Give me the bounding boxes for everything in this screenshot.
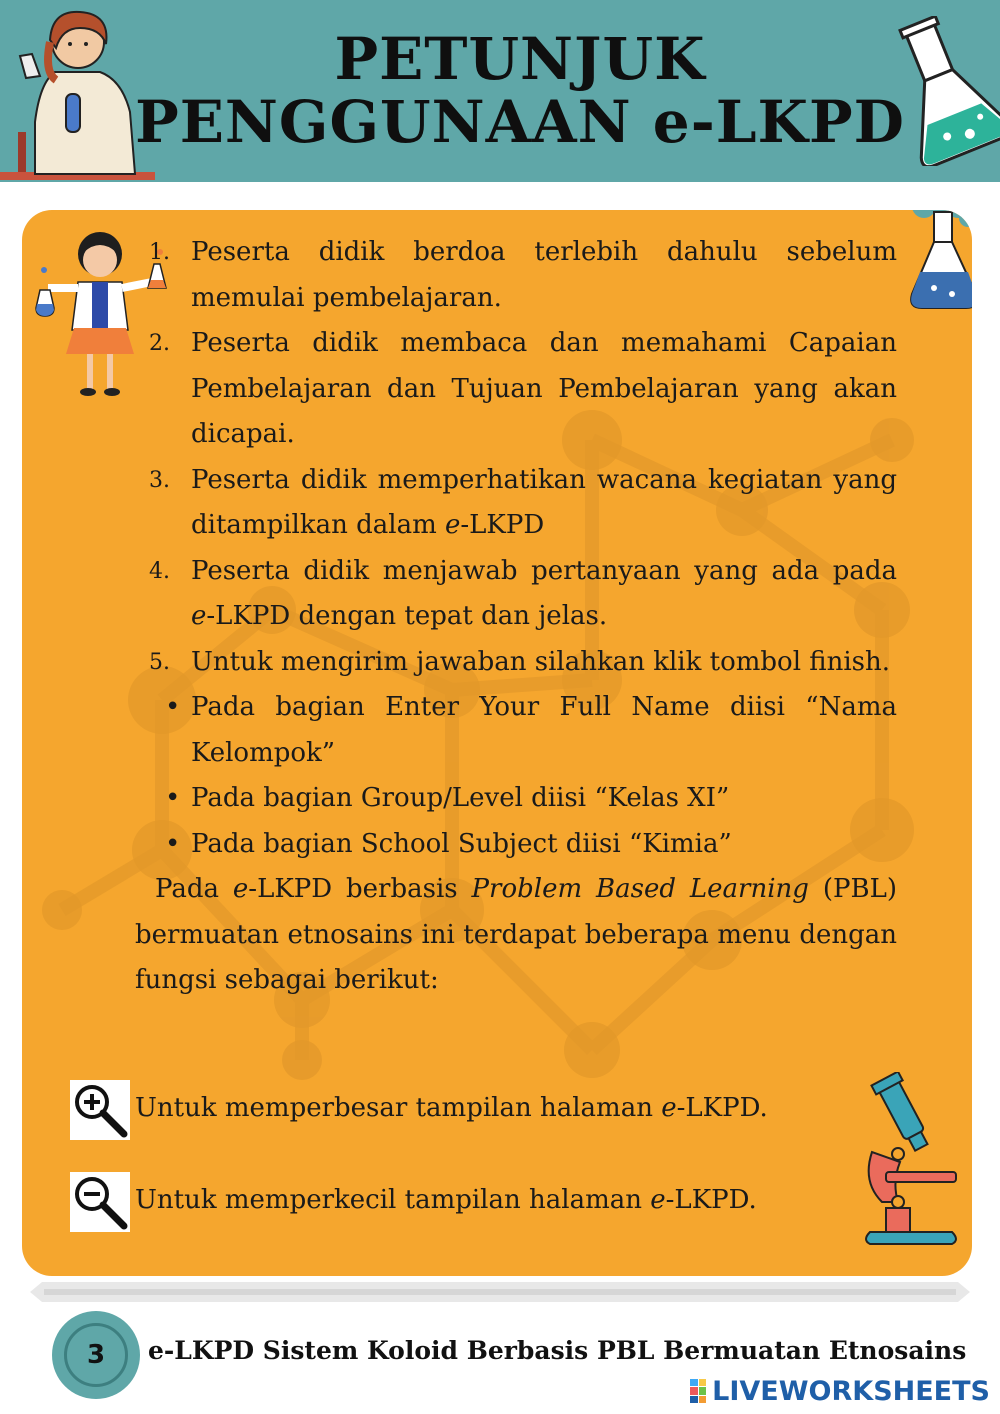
- instructions-card: [22, 210, 972, 1276]
- microscope-illustration: [852, 1072, 967, 1252]
- tool-text-suffix: -LKPD.: [676, 1093, 768, 1123]
- item-number: 3.: [149, 467, 170, 493]
- liveworksheets-wordmark: LIVEWORKSHEETS: [712, 1375, 990, 1407]
- title-line-1: PETUNJUK: [334, 25, 706, 93]
- item-text: Peserta didik menjawab pertanyaan yang ada pada: [191, 555, 897, 586]
- bullet-text: Pada bagian School Subject diisi “Kimia”: [191, 828, 732, 859]
- bullet-item-1: [135, 685, 897, 776]
- zoom-in-row: [70, 1080, 970, 1140]
- instruction-item-4: [135, 549, 897, 640]
- instruction-item-2: [135, 321, 897, 458]
- item-text-suffix: -LKPD dengan tepat dan jelas.: [206, 601, 608, 631]
- footer-title: e-LKPD Sistem Koloid Berbasis PBL Bermuatan Etnosains: [148, 1336, 967, 1365]
- zoom-out-icon[interactable]: [70, 1172, 130, 1232]
- bullet-item-3: [135, 822, 897, 868]
- tool-text-italic: e: [661, 1093, 677, 1123]
- bullet-item-2: [135, 776, 897, 822]
- paragraph-text: (PBL) bermuatan etnosains ini terdapat beberapa menu dengan fungsi sebagai berikut:: [135, 874, 897, 995]
- item-text-suffix: -LKPD: [460, 510, 545, 540]
- item-text: Peserta didik membaca dan memahami Capaian Pembelajaran dan Tujuan Pembelajaran yang akan dicapai.: [191, 328, 897, 449]
- page-title: [120, 25, 920, 156]
- item-text: Peserta didik berdoa terlebih dahulu sebelum memulai pembelajaran.: [191, 237, 897, 313]
- header-divider: [0, 182, 1000, 190]
- item-number: 4.: [149, 558, 170, 584]
- bullet-dot: •: [165, 783, 181, 813]
- item-number: 1.: [149, 240, 170, 265]
- tool-text: Untuk memperkecil tampilan halaman: [135, 1185, 651, 1215]
- paragraph-text: Pada: [155, 874, 233, 904]
- page-number-badge: [52, 1311, 140, 1399]
- instruction-item-5: [135, 640, 897, 686]
- zoom-out-row: [70, 1172, 970, 1232]
- item-text-italic: e: [444, 510, 461, 540]
- instructions-content: [135, 230, 897, 1004]
- instruction-item-1: [135, 230, 897, 321]
- title-line-2: PENGGUNAAN e-LKPD: [135, 88, 905, 156]
- zoom-in-description: [135, 1086, 768, 1131]
- tool-text-italic: e: [650, 1185, 666, 1215]
- item-number: 2.: [149, 331, 170, 356]
- item-number: 5.: [149, 649, 170, 675]
- liveworksheets-logo-icon: [690, 1379, 706, 1403]
- tool-text-suffix: -LKPD.: [665, 1185, 757, 1215]
- bullet-text: Pada bagian Enter Your Full Name diisi “Nama Kelompok”: [191, 692, 897, 768]
- bullet-dot: •: [165, 828, 181, 859]
- paragraph-italic-e: e: [232, 874, 249, 904]
- intro-paragraph: [135, 867, 897, 1004]
- item-text: Untuk mengirim jawaban silahkan klik tombol finish.: [191, 646, 891, 677]
- liveworksheets-brand[interactable]: [690, 1374, 990, 1408]
- boiling-flask-illustration: [904, 210, 972, 316]
- header-banner: [0, 0, 1000, 182]
- zoom-out-description: [135, 1178, 757, 1223]
- bullet-dot: •: [165, 692, 181, 722]
- instruction-item-3: [135, 458, 897, 549]
- footer-divider: [30, 1282, 970, 1302]
- flask-illustration: [890, 16, 1000, 166]
- item-text-italic: e: [191, 601, 207, 631]
- tool-text: Untuk memperbesar tampilan halaman: [135, 1093, 662, 1123]
- paragraph-text: -LKPD berbasis: [248, 874, 472, 904]
- bullet-text: Pada bagian Group/Level diisi “Kelas XI”: [191, 783, 730, 813]
- zoom-in-icon[interactable]: [70, 1080, 130, 1140]
- item-text: Peserta didik memperhatikan wacana kegiatan yang ditampilkan dalam: [191, 464, 897, 540]
- paragraph-italic-pbl: Problem Based Learning: [471, 874, 809, 904]
- page-number: 3: [64, 1323, 128, 1387]
